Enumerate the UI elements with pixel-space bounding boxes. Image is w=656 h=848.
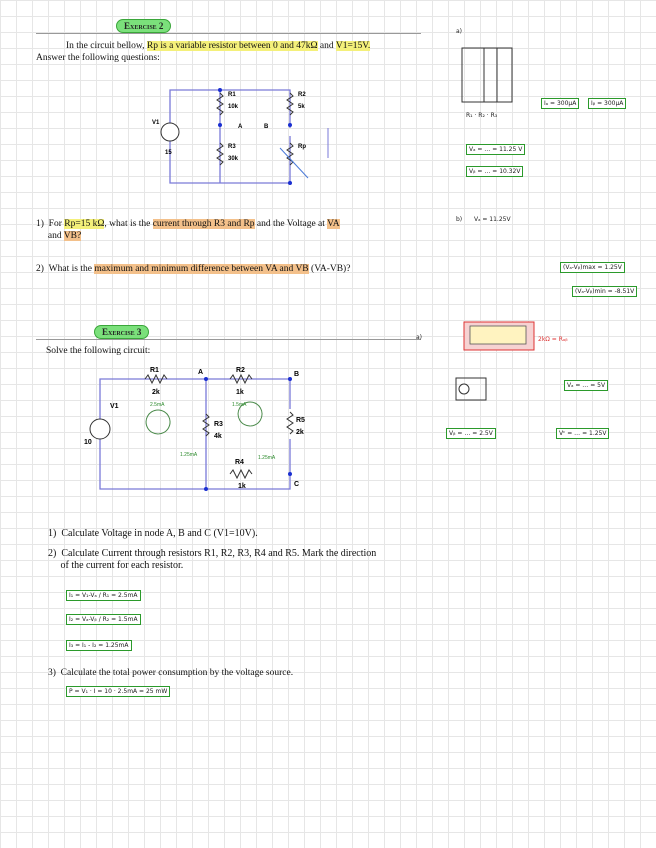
ex3-node-c-label: C [294, 481, 300, 488]
exercise-3-badge: Exercise 3 [94, 325, 149, 339]
hw-ex3-va-box: Vₐ = … = 5V [564, 380, 608, 391]
node-b-dot [288, 123, 292, 127]
ex2-r2-label: R2 [298, 92, 306, 98]
ex3-question-3: 3) Calculate the total power consumption by the voltage source. [48, 668, 294, 678]
hw-va-b: Vₐ = 11.25V [474, 216, 511, 223]
hw-ex3-vc-box: Vᶜ = … = 1.25V [556, 428, 609, 439]
ex2-intro: In the circuit bellow, Rp is a variable resistor between 0 and 47kΩ and V1=15V. [66, 41, 371, 51]
ex2-r3-value: 30k [228, 156, 239, 162]
hw-ex3-source-sketch [452, 374, 492, 404]
ex3-r1-label: R1 [150, 367, 159, 374]
divider [36, 33, 421, 34]
ex3-current-r1: 2.5mA [150, 402, 165, 408]
hw-ex3-note: 2kΩ = Rₐᵦ [538, 336, 568, 343]
node-c-dot [288, 472, 292, 476]
ex3-current-r4: 1.25mA [258, 455, 276, 461]
ex2-r1-label: R1 [228, 92, 236, 98]
ex3-r3-label: R3 [214, 421, 223, 428]
ex3-r4-value: 1k [238, 483, 246, 490]
node-b-dot [288, 377, 292, 381]
ex3-node-a-label: A [198, 369, 204, 376]
hw-va-box: Vₐ = … = 11.25 V [466, 144, 525, 155]
ex3-answer-i1: I₁ = V₁-Vₐ / R₁ = 2.5mA [66, 590, 141, 601]
ex2-question-1: 1) For Rp=15 kΩ, what is the current through R3 and Rp and the Voltage at VA and VB? [36, 219, 340, 241]
ex3-answer-power: P = V₁ · I = 10 · 2.5mA = 25 mW [66, 686, 170, 697]
exercise-2-badge: Exercise 2 [116, 19, 171, 33]
ex3-v1-value: 10 [84, 439, 92, 446]
ex3-r2-value: 1k [236, 389, 244, 396]
hw-vb-box: Vᵦ = … = 10.32V [466, 166, 523, 177]
ex2-node-b-label: B [264, 124, 269, 130]
ex2-question-2: 2) What is the maximum and minimum difference between VA and VB (VA-VB)? [36, 264, 351, 274]
ex3-r4-label: R4 [235, 459, 244, 466]
ex3-node-b-label: B [294, 371, 300, 378]
hw-ex2-sketch [452, 42, 522, 108]
ex3-v1-label: V1 [110, 403, 119, 410]
ex3-r5-value: 2k [296, 429, 304, 436]
ex3-circuit-diagram [80, 364, 320, 504]
ex2-rp-label: Rp [298, 144, 306, 150]
ex2-v1-label: V1 [152, 120, 160, 126]
ex3-answer-i2: I₂ = Vₐ-Vᵦ / R₂ = 1.5mA [66, 614, 141, 625]
hw-ex3-vb-box: Vᵦ = … = 2.5V [446, 428, 496, 439]
ex2-node-a-label: A [238, 124, 243, 130]
ex3-r1-value: 2k [152, 389, 160, 396]
ex2-r2-value: 5k [298, 104, 305, 110]
hw-max-box: (Vₐ-Vᵦ)max = 1.25V [560, 262, 625, 273]
ex3-r3-value: 4k [214, 433, 222, 440]
node-a-dot [218, 123, 222, 127]
hw-ex3-a-label: a) [416, 334, 423, 341]
ex3-current-r3: 1.25mA [180, 452, 198, 458]
ex2-r3-label: R3 [228, 144, 236, 150]
ex3-answer-i3: I₃ = I₁ - I₂ = 1.25mA [66, 640, 132, 651]
ex2-circuit-diagram [150, 68, 330, 198]
hw-b-label: b) [456, 216, 463, 223]
ex2-r1-value: 10k [228, 104, 239, 110]
ex3-r5-label: R5 [296, 417, 305, 424]
ex3-current-r2: 1.5mA [232, 402, 247, 408]
hw-ib-box: Iᵦ = 300μA [588, 98, 626, 109]
ex3-question-1: 1) Calculate Voltage in node A, B and C (V1=10V). [48, 528, 258, 539]
ex3-intro: Solve the following circuit: [46, 346, 151, 356]
node-a-dot [204, 377, 208, 381]
hw-min-box: (Vₐ-Vᵦ)min = -8.51V [572, 286, 637, 297]
hw-ex3-sketch [452, 320, 536, 356]
hw-node-eq: R₁ · R₂ · R₃ [466, 112, 498, 119]
divider [36, 339, 421, 340]
hw-ia-box: Iₐ = 300μA [541, 98, 579, 109]
ex3-question-2: 2) Calculate Current through resistors R1, R2, R3, R4 and R5. Mark the direction of the current for each resistor. [48, 548, 377, 571]
ex2-v1-value: 15 [165, 150, 172, 156]
hw-a-label: a) [456, 28, 463, 35]
ex2-intro-line2: Answer the following questions: [36, 53, 160, 63]
ex3-r2-label: R2 [236, 367, 245, 374]
